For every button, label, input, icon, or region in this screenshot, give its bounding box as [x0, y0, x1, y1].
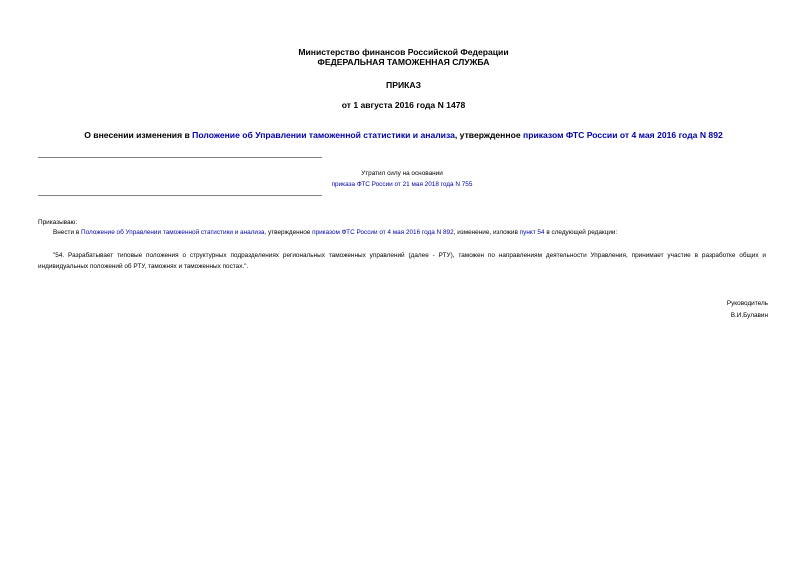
document-title: [0, 130, 807, 141]
p1-prefix: Внести в: [53, 229, 81, 236]
p1-link-regulation[interactable]: Положение об Управлении таможенной статистики и анализа: [80, 229, 265, 236]
status-link[interactable]: приказа ФТС России от 21 мая 2018 года N 755: [331, 181, 473, 188]
signature-position: Руководитель: [726, 300, 768, 307]
status-line: Утратил силу на основании: [361, 170, 443, 177]
ministry-name: Министерство финансов Российской Федерации: [298, 47, 509, 57]
title-prefix: О внесении изменения в: [84, 130, 193, 140]
paragraph-1: [53, 229, 769, 237]
p1-suffix: в следующей редакции:: [544, 229, 618, 236]
title-link-order[interactable]: приказом ФТС России от 4 мая 2016 года N 892: [523, 130, 723, 140]
bottom-divider: [38, 195, 322, 196]
signature-name: В.И.Булавин: [730, 312, 768, 319]
order-word: Приказываю:: [38, 219, 78, 226]
document-date: от 1 августа 2016 года N 1478: [341, 100, 466, 110]
title-middle: , утвержденное: [454, 130, 523, 140]
p1-middle: , утвержденное: [264, 229, 313, 236]
top-divider: [38, 157, 322, 158]
document-type: ПРИКАЗ: [386, 80, 421, 90]
p1-middle-2: , изменение, изложив: [453, 229, 520, 236]
service-name: ФЕДЕРАЛЬНАЯ ТАМОЖЕННАЯ СЛУЖБА: [317, 57, 490, 67]
p1-link-item[interactable]: пункт 54: [519, 229, 545, 236]
p1-link-order[interactable]: приказом ФТС России от 4 мая 2016 года N 892: [312, 229, 454, 236]
title-link-regulation[interactable]: Положение об Управлении таможенной статистики и анализа: [192, 130, 455, 140]
paragraph-2: "54. Разрабатывает типовые положения о структурных подразделениях региональных таможенных управлений (далее - РТУ), таможен по направлениям деятельности Управления, принимает участие в разработке общих и индивидуальных положений об РТУ, таможнях и таможенных постах.".: [38, 252, 766, 270]
